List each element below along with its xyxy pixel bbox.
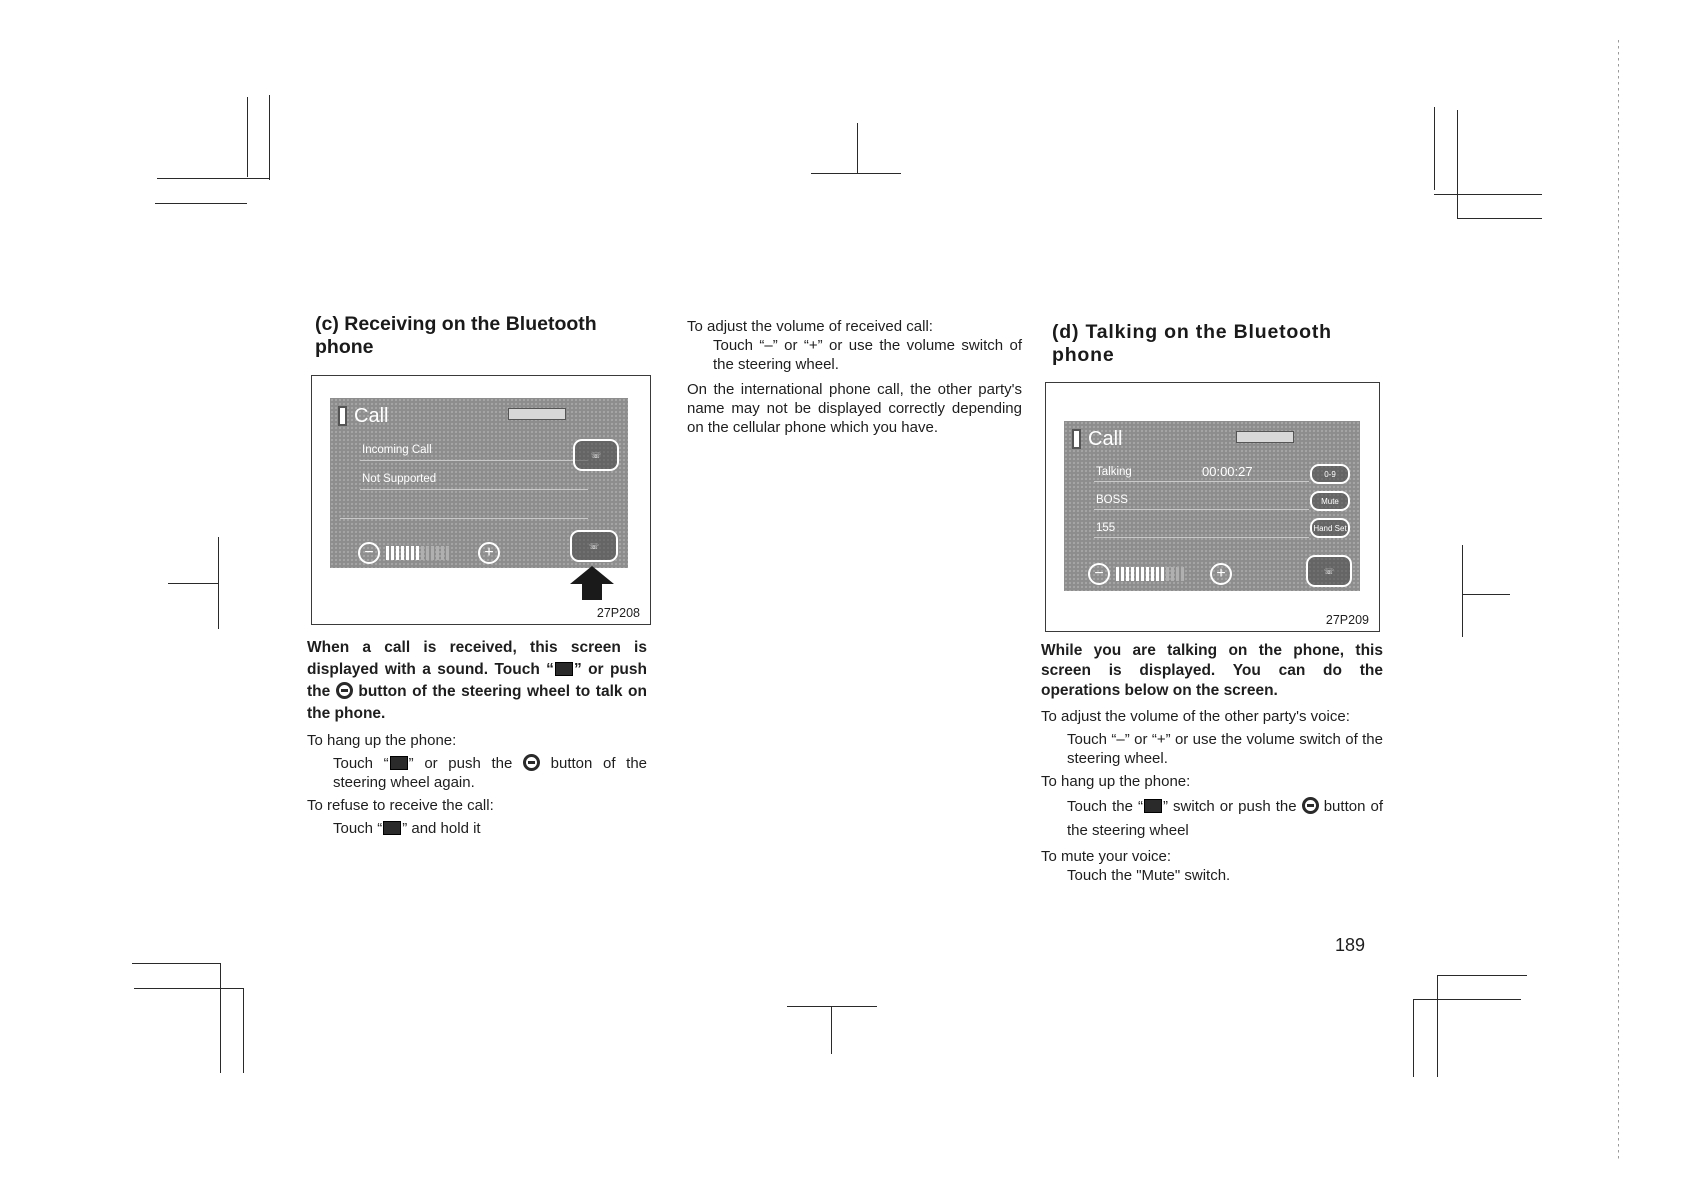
crop-mark — [220, 963, 221, 1073]
mute-button[interactable]: Mute — [1310, 491, 1350, 511]
screen-title: Call — [338, 404, 388, 428]
page-edge — [1618, 40, 1619, 1160]
international-note: On the international phone call, the other party's name may not be displayed correctly depending on the cellular phone which you have. — [687, 381, 1022, 436]
volume-up-button[interactable]: + — [1210, 563, 1232, 585]
volume-text: Touch “–” or “+” or use the volume switch of the steering wheel. — [713, 337, 1022, 373]
hang-up-button[interactable]: ☏ — [1306, 555, 1352, 587]
volume-up-button[interactable]: + — [478, 542, 500, 564]
steering-phone-button-icon — [1302, 797, 1319, 814]
crop-mark — [155, 203, 247, 204]
hang-up-label: To hang up the phone: — [307, 732, 457, 749]
row-divider — [1094, 537, 1309, 538]
mute-text: Touch the "Mute" switch. — [1067, 867, 1231, 884]
row-divider — [1094, 481, 1309, 482]
row-divider — [360, 460, 588, 461]
reject-call-button[interactable]: ☏ — [573, 439, 619, 471]
figure-code: 27P208 — [596, 606, 640, 620]
crop-mark — [811, 173, 901, 174]
section-c-body — [307, 637, 647, 838]
hang-up-text: Touch the “ ” switch or push the button of the steering wheel — [1067, 798, 1383, 839]
crop-mark — [1457, 218, 1542, 219]
crop-mark — [787, 1006, 877, 1007]
crop-mark — [1413, 999, 1521, 1000]
volume-level-bar — [386, 546, 449, 560]
crop-mark — [218, 537, 219, 629]
handset-button[interactable]: Hand Set — [1310, 518, 1350, 538]
section-c — [315, 313, 645, 359]
screen-title: Call — [1072, 427, 1122, 451]
not-supported-label: Not Supported — [362, 473, 437, 485]
crop-mark — [1413, 999, 1414, 1077]
talking-screen — [1064, 421, 1360, 591]
section-d-body — [1041, 641, 1383, 885]
voice-volume-label: To adjust the volume of the other party's voice: — [1041, 708, 1350, 725]
section-d — [1052, 321, 1397, 367]
contact-name: BOSS — [1096, 494, 1128, 506]
figure-receiving-call — [311, 375, 651, 625]
answer-call-button[interactable]: ☏ — [570, 530, 618, 562]
phone-button-icon — [555, 662, 573, 676]
crop-mark — [132, 963, 220, 964]
section-d-heading: (d) Talking on the Bluetooth phone — [1052, 321, 1332, 366]
volume-down-button[interactable]: − — [358, 542, 380, 564]
crop-mark — [1462, 594, 1510, 595]
crop-mark — [157, 178, 269, 179]
crop-mark — [857, 123, 858, 173]
keypad-button[interactable]: 0-9 — [1310, 464, 1350, 484]
receive-instruction: When a call is received, this screen is displayed with a sound. Touch “ ” or push the button of the steering wheel to talk on the phone. — [307, 639, 647, 722]
refuse-text: Touch “ ” and hold it — [333, 820, 481, 837]
row-divider — [360, 489, 588, 490]
crop-mark — [1437, 975, 1438, 1077]
hang-up-button-icon — [390, 756, 408, 770]
hang-up-button-icon — [1144, 799, 1162, 813]
crop-mark — [1434, 194, 1542, 195]
phone-icon — [338, 406, 347, 426]
crop-mark — [1457, 110, 1458, 218]
volume-level-bar — [1116, 567, 1184, 581]
row-divider — [1094, 509, 1309, 510]
mute-label: To mute your voice: — [1041, 848, 1172, 865]
signal-status-icon — [1236, 431, 1294, 443]
hang-up-text: Touch “ ” or push the button of the steering wheel again. — [333, 755, 647, 791]
section-middle — [687, 317, 1022, 437]
crop-mark — [1437, 975, 1527, 976]
crop-mark — [1434, 107, 1435, 190]
voice-volume-text: Touch “–” or “+” or use the volume switch of the steering wheel. — [1067, 731, 1383, 767]
hang-up-button-icon — [383, 821, 401, 835]
figure-talking — [1045, 382, 1380, 632]
volume-down-button[interactable]: − — [1088, 563, 1110, 585]
call-timer: 00:00:27 — [1202, 464, 1253, 479]
row-divider — [340, 518, 588, 519]
talking-instruction: While you are talking on the phone, this screen is displayed. You can do the operations below on the screen. — [1041, 642, 1383, 699]
steering-phone-button-icon — [336, 682, 353, 699]
steering-phone-button-icon — [523, 754, 540, 771]
hang-up-label: To hang up the phone: — [1041, 773, 1191, 790]
crop-mark — [269, 95, 270, 180]
crop-mark — [831, 1006, 832, 1054]
phone-icon — [1072, 429, 1081, 449]
crop-mark — [168, 583, 218, 584]
figure-code: 27P209 — [1325, 613, 1369, 627]
call-screen — [330, 398, 628, 568]
contact-number: 155 — [1096, 522, 1116, 534]
crop-mark — [243, 988, 244, 1073]
signal-status-icon — [508, 408, 566, 420]
page-number: 189 — [1335, 935, 1366, 955]
volume-label: To adjust the volume of received call: — [687, 318, 933, 335]
refuse-label: To refuse to receive the call: — [307, 797, 494, 814]
crop-mark — [134, 988, 244, 989]
up-arrow-icon — [570, 566, 614, 600]
crop-mark — [1462, 545, 1463, 637]
crop-mark — [247, 97, 248, 177]
incoming-call-label: Incoming Call — [362, 444, 432, 456]
talking-label: Talking — [1096, 466, 1132, 478]
section-c-heading: (c) Receiving on the Bluetooth phone — [315, 313, 597, 358]
